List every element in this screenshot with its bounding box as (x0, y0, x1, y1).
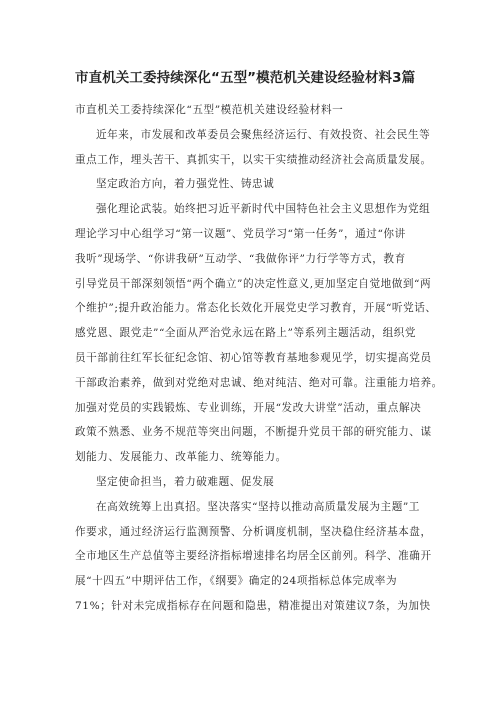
text-line: 干部政治素养，做到对党绝对忠诚、绝对纯洁、绝对可靠。注重能力培养。 (75, 376, 443, 389)
text-line: 我听”现场学、“你讲我研”互动学、“我做你评”力行学等方式，教育 (75, 252, 406, 265)
document-title: 市直机关工委持续深化“五型”模范机关建设经验材料3篇 (75, 70, 416, 86)
text-line: 71%；针对未完成指标存在问题和隐患，精准提出对策建议7条，为加快 (75, 599, 431, 612)
text-line: 划能力、发展能力、改革能力、统筹能力。 (75, 451, 287, 464)
text-line: 感党恩、跟党走”“全面从严治党永远在路上”等系列主题活动，组织党 (75, 327, 417, 340)
text-line: 政策不熟悉、业务不规范等突出问题，不断提升党员干部的研究能力、谋 (75, 426, 432, 439)
text-line: 个维护”;提升政治能力。常态化长效化开展党史学习教育，开展“听党话、 (75, 302, 437, 315)
text-line: 坚定政治方向，着力强党性、铸忠诚 (96, 178, 275, 191)
text-line: 在高效统筹上出真招。坚决落实“坚持以推动高质量发展为主题”工 (96, 500, 420, 513)
text-line: 理论学习中心组学习“第一议题”、党员学习“第一任务”，通过“你讲 (75, 227, 406, 240)
text-line: 员干部前往红军长征纪念馆、初心馆等教育基地参观见学，切实提高党员 (75, 351, 432, 364)
text-line: 展“十四五”中期评估工作，《纲要》确定的24项指标总体完成率为 (75, 575, 398, 588)
text-line: 强化理论武装。始终把习近平新时代中国特色社会主义思想作为党组 (96, 203, 431, 216)
text-line: 坚定使命担当，着力破难题、促发展 (96, 475, 275, 488)
subtitle-line: 市直机关工委持续深化“五型”模范机关建设经验材料一 (75, 104, 344, 116)
text-line: 近年来，市发展和改革委员会聚焦经济运行、有效投资、社会民生等 (96, 128, 431, 141)
document-body (75, 98, 447, 619)
text-line: 重点工作，埋头苦干、真抓实干，以实干实绩推动经济社会高质量发展。 (75, 153, 432, 166)
text-line: 加强对党员的实践锻炼、专业训练，开展“发改大讲堂”活动，重点解决 (75, 401, 422, 414)
text-line: 全市地区生产总值等主要经济指标增速排名均居全区前列。科学、准确开 (75, 550, 432, 563)
text-line: 引导党员干部深刻领悟“两个确立”的决定性意义,更加坚定自觉地做到“两 (75, 277, 432, 290)
text-line: 作要求，通过经济运行监测预警、分析调度机制，坚决稳住经济基本盘， (75, 525, 432, 538)
